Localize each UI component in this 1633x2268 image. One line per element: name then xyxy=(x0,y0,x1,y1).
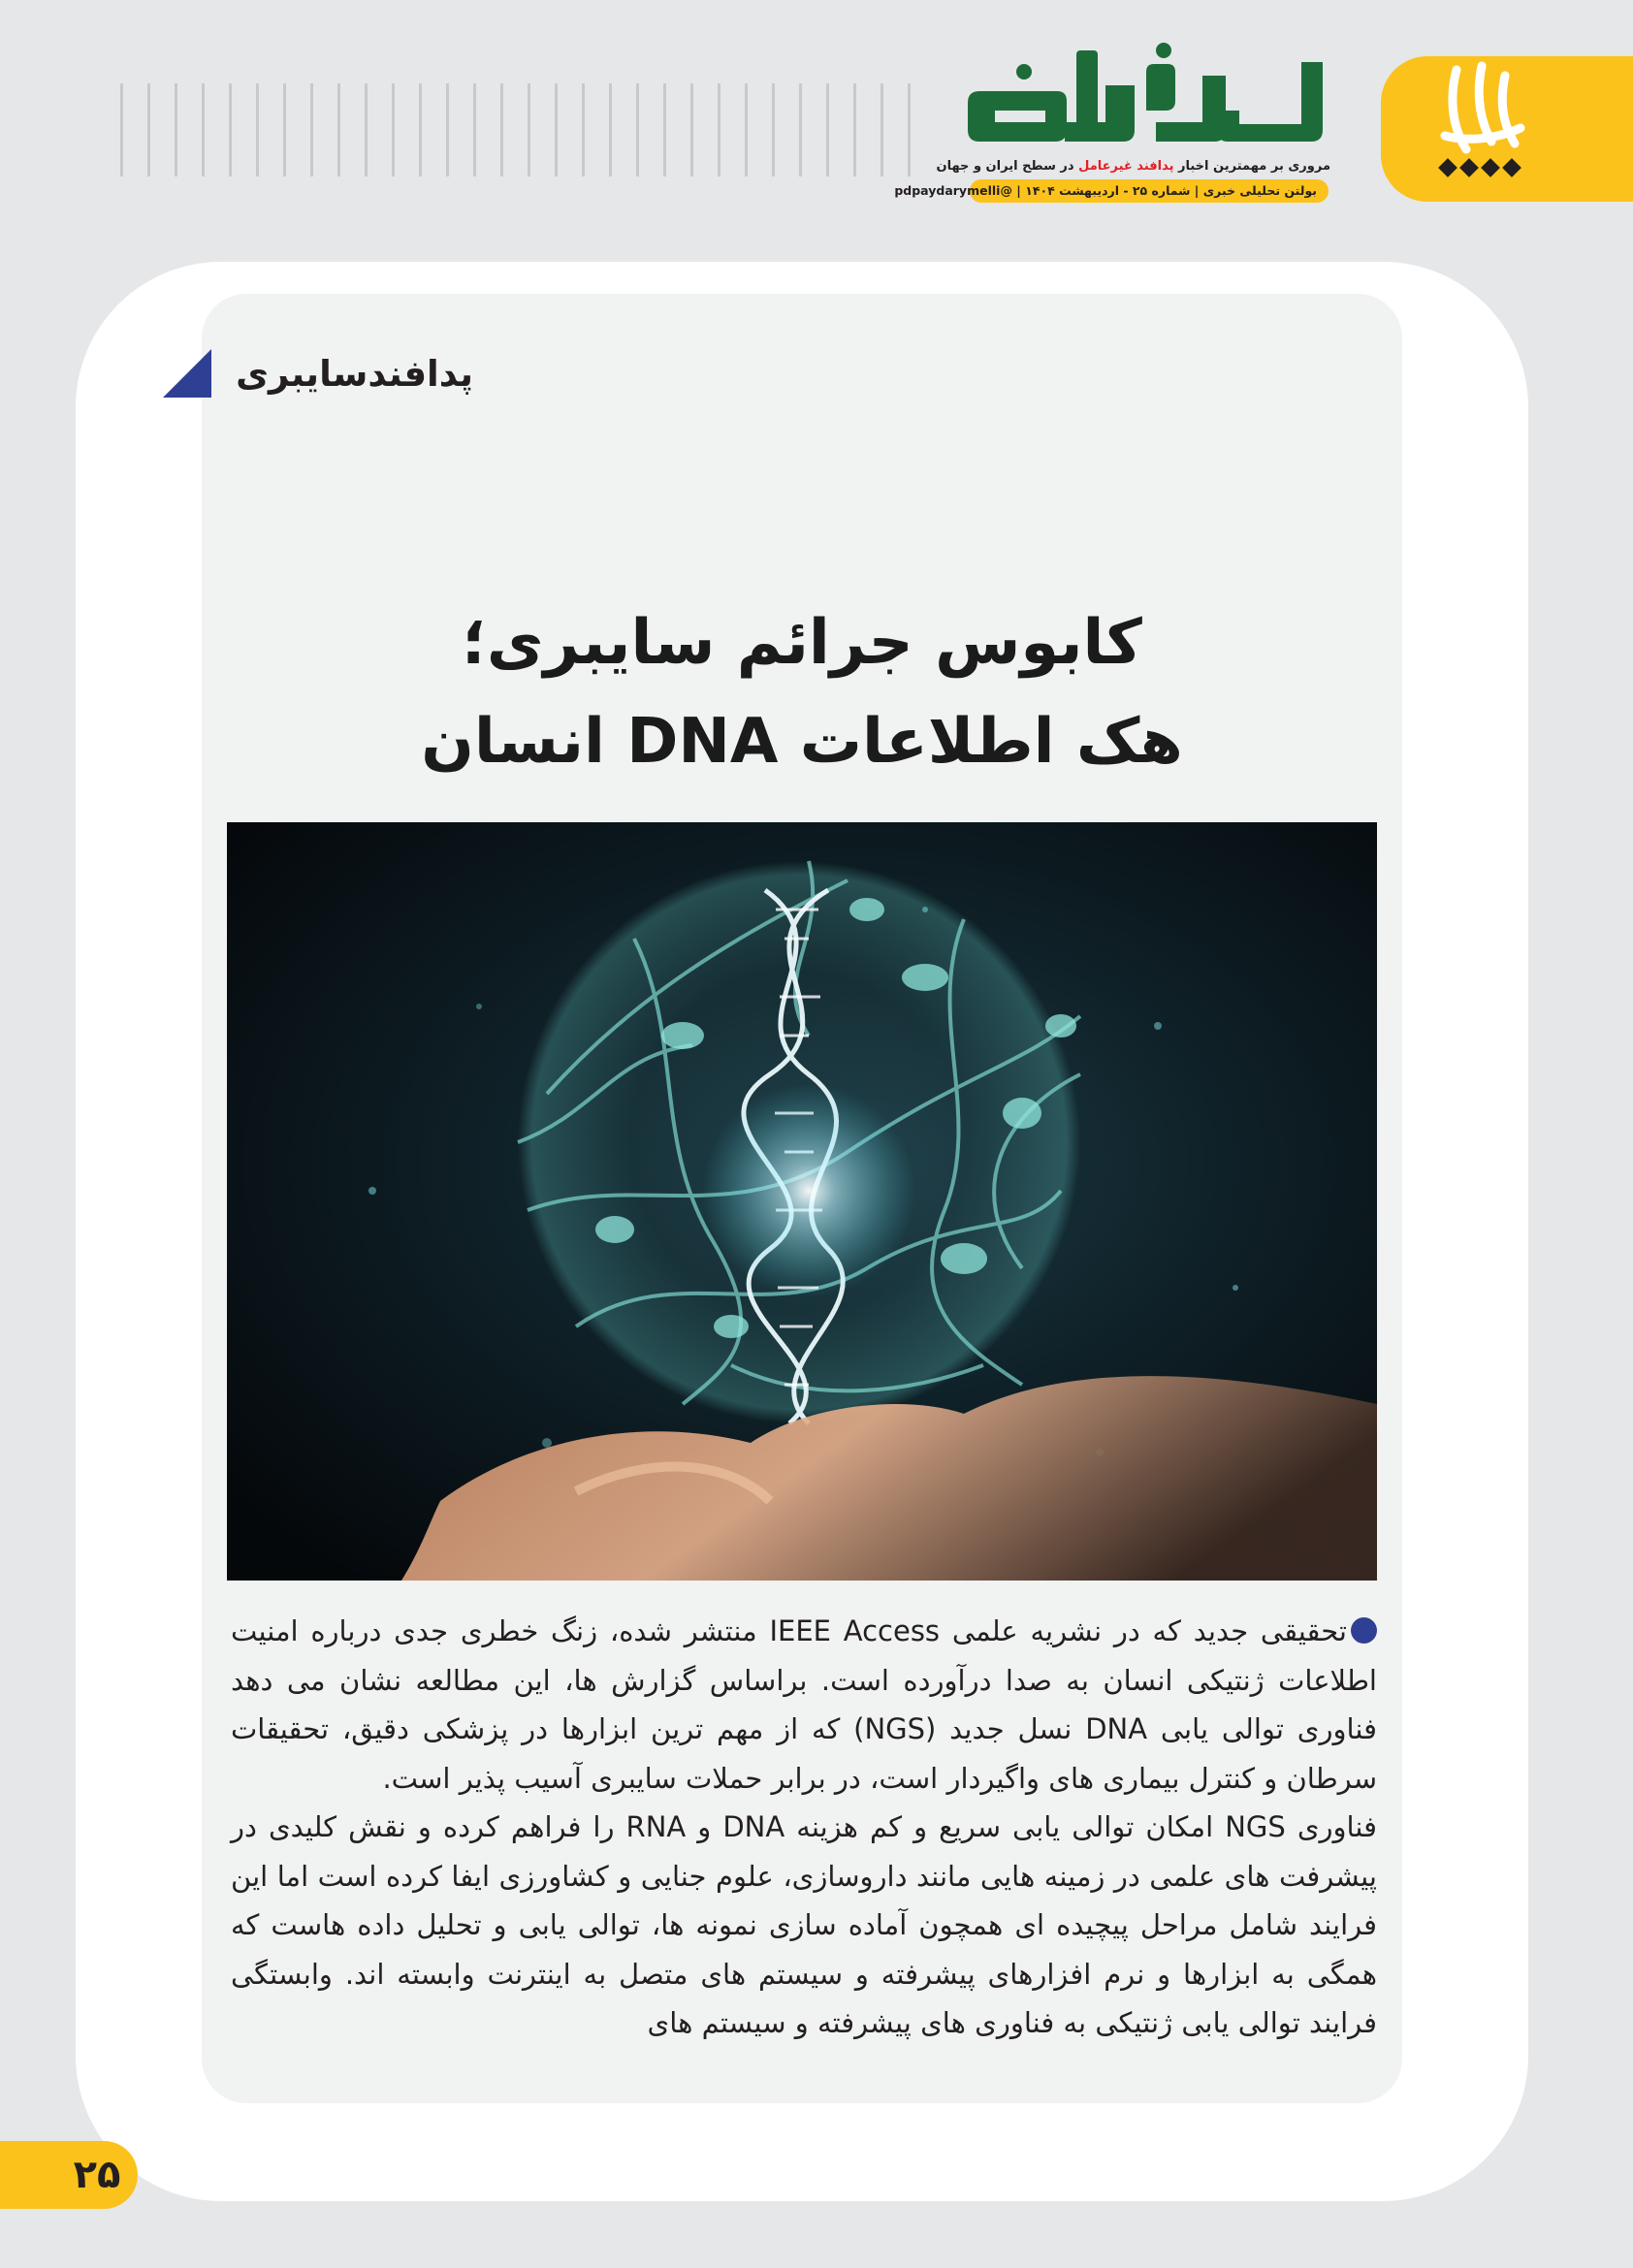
article-headline xyxy=(310,593,1294,791)
tagline-highlight: پدافند غیرعامل xyxy=(1078,159,1174,174)
headline-line-1: کابوس جرائم سایبری؛ xyxy=(462,607,1142,679)
section-label: پدافندسایبری xyxy=(236,353,473,395)
page-number: ۲۵ xyxy=(73,2153,121,2197)
header-decorative-stripes xyxy=(120,83,925,176)
paragraph-bullet-icon xyxy=(1351,1617,1377,1644)
issue-info-pill: بولتن تحلیلی خبری | شماره ۲۵ - اردیبهشت ۱۴۰۴ | @pdpaydarymelli xyxy=(970,179,1329,203)
dna-hand-illustration xyxy=(227,822,1377,1581)
article-body xyxy=(231,1607,1377,2048)
headline-line-2: هک اطلاعات DNA انسان xyxy=(421,706,1183,778)
article-paragraph-1: تحقیقی جدید که در نشریه علمی IEEE Access منتشر شده، زنگ خطری جدی درباره امنیت اطلاعات ژنتیکی انسان به صدا درآورده است. براساس گزارش ها، این مطالعه نشان می دهد فناوری توالی یابی DNA نسل جدید (NGS) که از مهم ترین ابزارها در پزشکی دقیق، تحقیقات سرطان و کنترل بیماری های واگیردار است، در برابر حملات سایبری آسیب پذیر است. xyxy=(231,1614,1377,1795)
masthead-title-logo xyxy=(960,33,1329,155)
article-paragraph-2: فناوری NGS امکان توالی یابی سریع و کم هزینه DNA و RNA را فراهم کرده و نقش کلیدی در پیشرفت های علمی در زمینه هایی مانند داروسازی، علوم جنایی و کشاورزی ایفا کرده است اما این فرایند شامل مراحل پیچیده ای همچون آماده سازی نمونه ها، توالی یابی و تحلیل داده هاست که همگی به ابزارها و نرم افزارهای پیشرفته و سیستم های متصل به اینترنت وابسته اند. وابستگی فرایند توالی یابی ژنتیکی به فناوری های پیشرفته و سیستم های xyxy=(231,1810,1377,2039)
masthead-tagline: مروری بر مهمترین اخبار پدافند غیرعامل در سطح ایران و جهان xyxy=(936,159,1330,174)
paydari-melli-logo xyxy=(1427,60,1534,196)
section-marker-icon xyxy=(163,349,211,398)
